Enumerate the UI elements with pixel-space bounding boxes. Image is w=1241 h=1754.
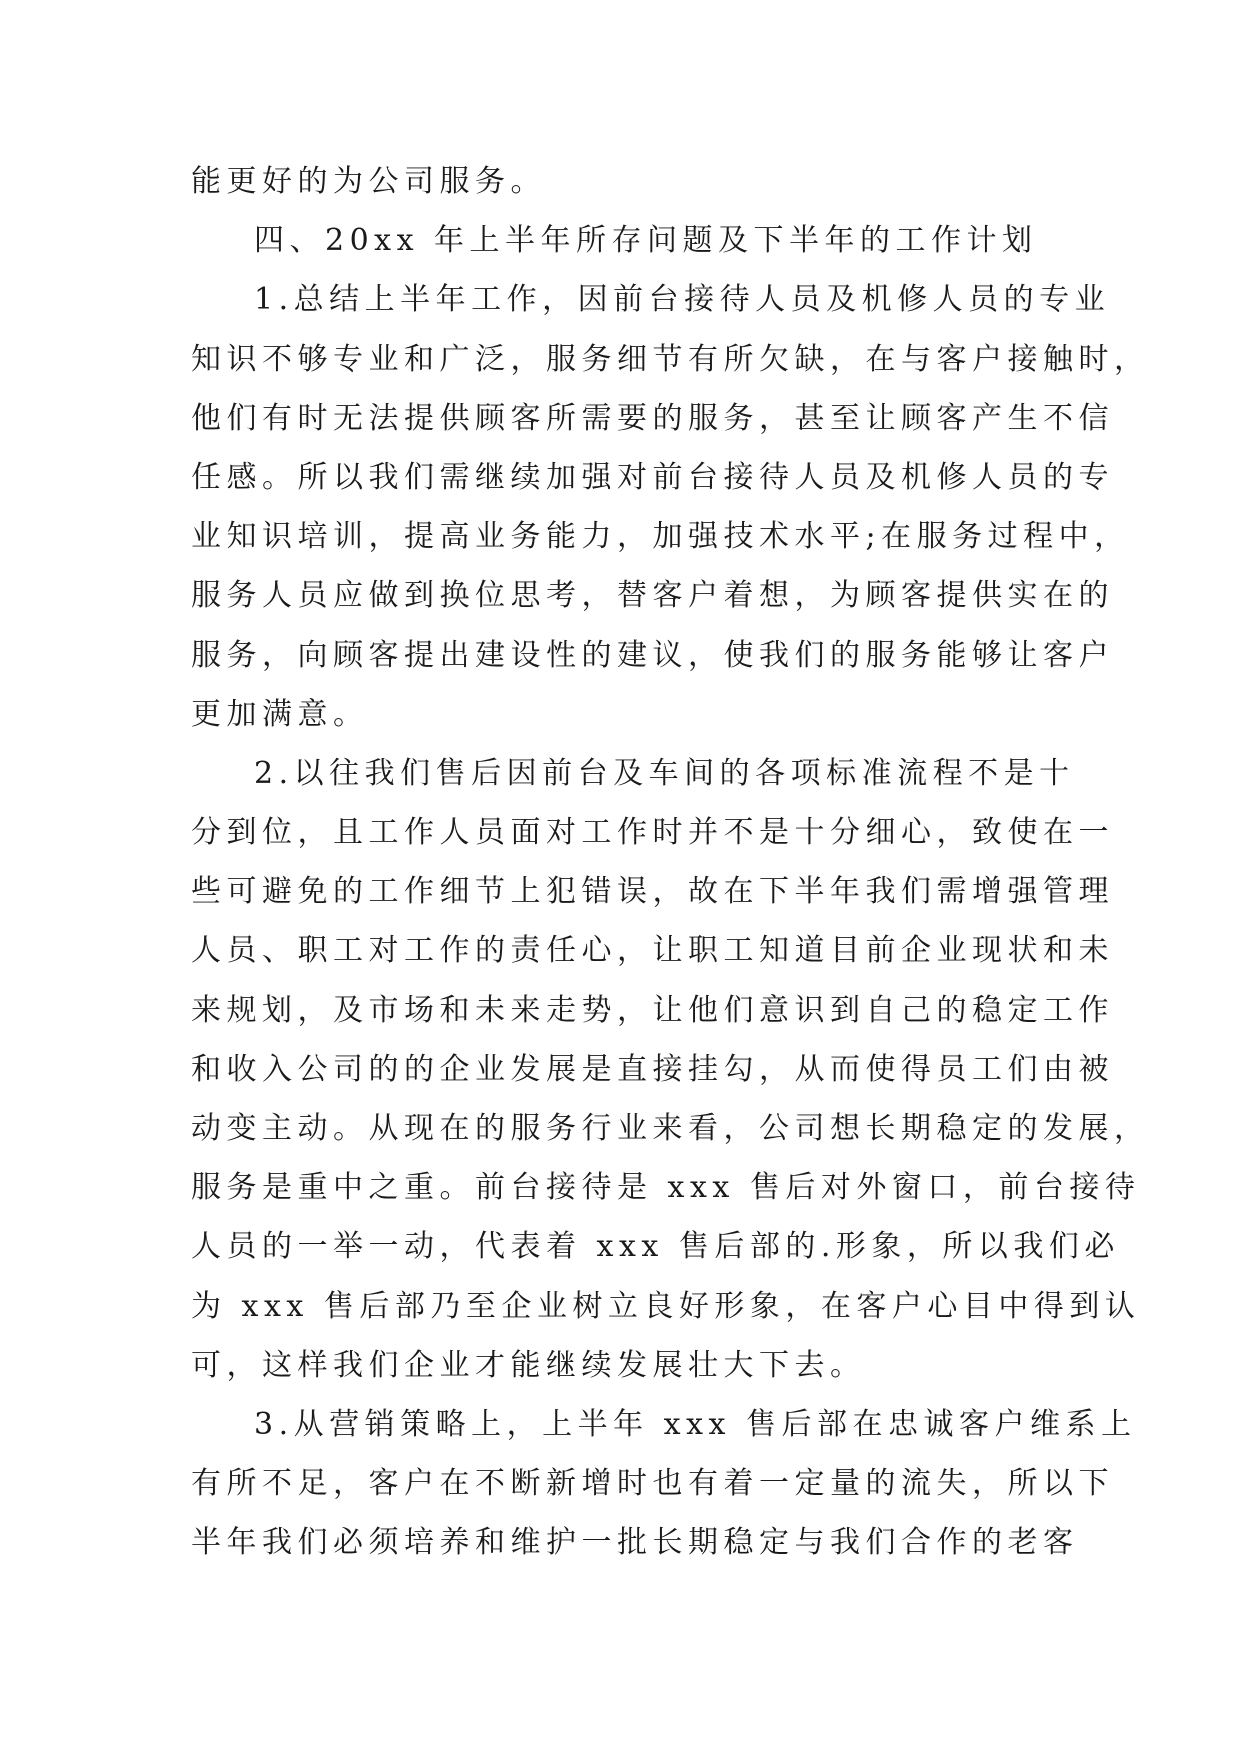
text-line: 任感。所以我们需继续加强对前台接待人员及机修人员的专	[191, 459, 1114, 495]
text-line: 3.从营销策略上，上半年 xxx 售后部在忠诚客户维系上	[254, 1406, 1137, 1442]
text-line: 有所不足，客户在不断新增时也有着一定量的流失，所以下	[191, 1466, 1114, 1502]
text-line: 更加满意。	[191, 696, 369, 732]
text-line: 人员的一举一动，代表着 xxx 售后部的.形象，所以我们必	[191, 1229, 1120, 1265]
text-line: 服务是重中之重。前台接待是 xxx 售后对外窗口，前台接待	[191, 1170, 1141, 1206]
text-line: 些可避免的工作细节上犯错误，故在下半年我们需增强管理	[191, 874, 1114, 910]
text-line: 服务，向顾客提出建设性的建议，使我们的服务能够让客户	[191, 637, 1114, 673]
document-body	[191, 152, 1150, 1573]
text-line: 动变主动。从现在的服务行业来看，公司想长期稳定的发展，	[191, 1111, 1150, 1146]
text-line: 半年我们必须培养和维护一批长期稳定与我们合作的老客	[191, 1525, 1079, 1561]
text-line: 能更好的为公司服务。	[191, 164, 546, 199]
text-line: 服务人员应做到换位思考，替客户着想，为顾客提供实在的	[191, 578, 1114, 614]
text-line: 可，这样我们企业才能继续发展壮大下去。	[191, 1347, 866, 1383]
text-line: 人员、职工对工作的责任心，让职工知道目前企业现状和未	[191, 933, 1114, 969]
text-line: 来规划，及市场和未来走势，让他们意识到自己的稳定工作	[191, 992, 1114, 1028]
text-line: 他们有时无法提供顾客所需要的服务，甚至让顾客产生不信	[191, 400, 1114, 436]
text-line: 2.以往我们售后因前台及车间的各项标准流程不是十	[254, 755, 1075, 791]
text-line: 知识不够专业和广泛，服务细节有所欠缺，在与客户接触时，	[191, 341, 1150, 377]
text-line: 1.总结上半年工作，因前台接待人员及机修人员的专业	[254, 282, 1111, 318]
section-heading: 四、20xx 年上半年所存问题及下半年的工作计划	[254, 223, 1038, 259]
text-line: 为 xxx 售后部乃至企业树立良好形象，在客户心目中得到认	[191, 1288, 1141, 1324]
text-line: 业知识培训，提高业务能力，加强技术水平;在服务过程中，	[191, 519, 1130, 555]
text-line: 分到位，且工作人员面对工作时并不是十分细心，致使在一	[191, 815, 1114, 851]
text-line: 和收入公司的的企业发展是直接挂勾，从而使得员工们由被	[191, 1051, 1114, 1087]
